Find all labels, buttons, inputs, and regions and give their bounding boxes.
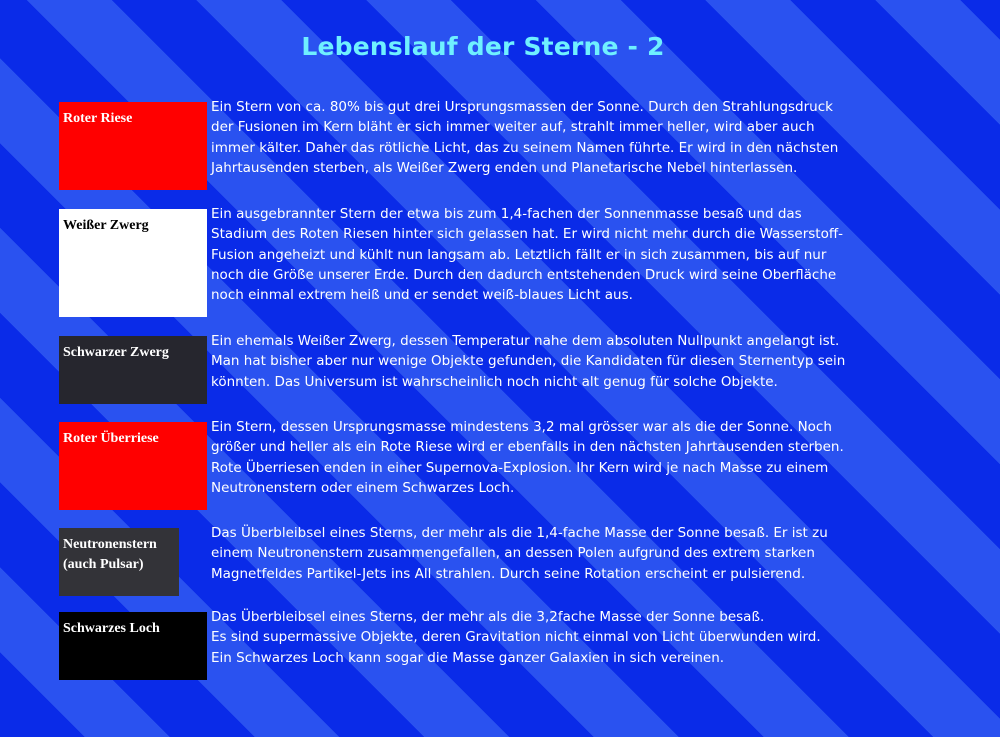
entry-label: Schwarzes Loch — [59, 612, 207, 680]
entry-description: Ein ehemals Weißer Zwerg, dessen Temperatur nahe dem absoluten Nullpunkt angelangt ist. Man hat bisher aber nur wenige Objekte gefunden, die Kandidaten für diesen Sternentyp sein könnten. Das Universum ist wahrscheinlich noch nicht alt genug für solche Objekte. — [211, 333, 846, 390]
entry-description: Ein Stern, dessen Ursprungsmasse mindestens 3,2 mal grösser war als die der Sonne. Noch größer und heller als ein Rote Riese wird er ebenfalls in den nächsten Jahrtausenden sterben. Rote Überriesen enden in einer Supernova-Explosion. Ihr Kern wird je nach Masse zu einem Neutronenstern oder einem Schwarzes Loch. — [211, 419, 844, 496]
entry-label: Neutronenstern (auch Pulsar) — [59, 528, 179, 596]
entry-description: Ein ausgebrannter Stern der etwa bis zum 1,4-fachen der Sonnenmasse besaß und das Stadium des Roten Riesen hinter sich gelassen hat. Er wird nicht mehr durch die Wasserstoff- Fusion angeheizt und kühlt nun langsam ab. Letztlich fällt er in sich zusammen, bis auf nur noch die Größe unserer Erde. Durch den dadurch entstehenden Druck wird seine Oberfläche noch einmal extrem heiß und er sendet weiß-blaues Licht aus. — [211, 206, 844, 304]
entry-description: Ein Stern von ca. 80% bis gut drei Ursprungsmassen der Sonne. Durch den Strahlungsdruck der Fusionen im Kern bläht er sich immer weiter auf, strahlt immer heller, wird aber auch immer kälter. Daher das rötliche Licht, das zu seinem Namen führte. Er wird in den nächsten Jahrtausenden sterben, als Weißer Zwerg enden und Planetarische Nebel hinterlassen. — [211, 99, 839, 176]
entry-label: Weißer Zwerg — [59, 209, 207, 317]
page-title: Lebenslauf der Sterne - 2 — [301, 32, 665, 61]
entry-label: Roter Riese — [59, 102, 207, 190]
entry-label: Roter Überriese — [59, 422, 207, 510]
entry-label: Schwarzer Zwerg — [59, 336, 207, 404]
entry-description: Das Überbleibsel eines Sterns, der mehr als die 3,2fache Masse der Sonne besaß. Es sind supermassive Objekte, deren Gravitation nicht einmal von Licht überwunden wird. Ein Schwarzes Loch kann sogar die Masse ganzer Galaxien in sich vereinen. — [211, 609, 821, 666]
entry-description: Das Überbleibsel eines Sterns, der mehr als die 1,4-fache Masse der Sonne besaß. Er ist zu einem Neutronenstern zusammengefallen, an dessen Polen aufgrund des extrem starken Magnetfeldes Partikel-Jets ins All strahlen. Durch seine Rotation erscheint er pulsierend. — [211, 525, 828, 582]
